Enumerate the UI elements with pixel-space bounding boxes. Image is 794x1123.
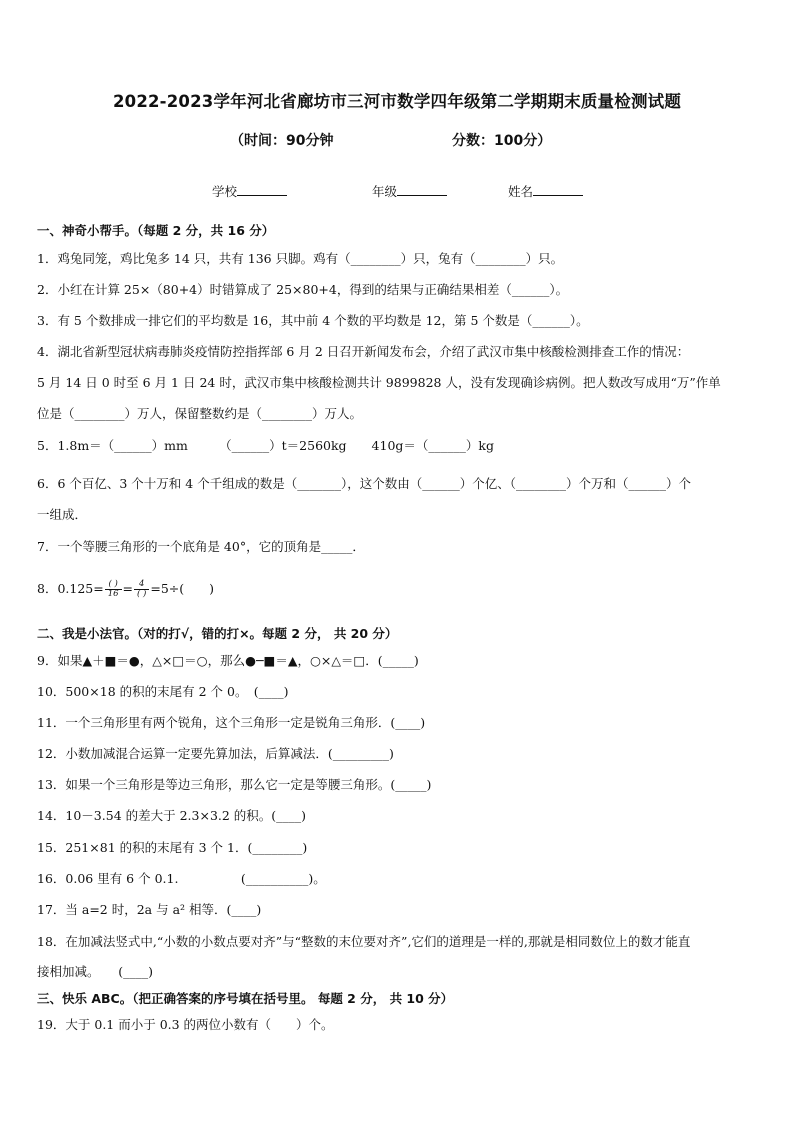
question-9: 9．如果▲＋■＝●，△×□＝○，那么●─■＝▲，○×△＝□．(_____) — [37, 653, 419, 668]
q8-fraction-2 — [134, 580, 149, 599]
q8-frac2-numerator: 4 — [134, 580, 149, 590]
q8-frac2-denominator: ( ) — [137, 589, 147, 599]
question-17: 17．当 a=2 时，2a 与 a² 相等．(____) — [37, 902, 262, 917]
name-blank[interactable] — [533, 183, 583, 196]
q8-suffix: =5÷( ) — [150, 581, 215, 596]
question-14: 14．10－3.54 的差大于 2.3×3.2 的积。(____) — [37, 808, 307, 823]
q8-fraction-1 — [105, 580, 122, 599]
page-title: 2022-2023学年河北省廊坊市三河市数学四年级第二学期期末质量检测试题 — [112, 92, 682, 111]
question-15: 15．251×81 的积的末尾有 3 个 1．(________) — [37, 840, 308, 855]
question-7: 7．一个等腰三角形的一个底角是 40°，它的顶角是_____． — [37, 539, 365, 554]
exam-score: 分数：100分） — [452, 133, 552, 149]
question-6-line-2: 一组成． — [37, 507, 88, 522]
question-11: 11．一个三角形里有两个锐角，这个三角形一定是锐角三角形．(____) — [37, 715, 426, 730]
question-3: 3．有 5 个数排成一排它们的平均数是 16，其中前 4 个数的平均数是 12，第 5 个数是（______）。 — [37, 313, 589, 328]
q8-prefix: 8．0.125= — [37, 581, 104, 596]
question-8 — [37, 578, 764, 600]
q8-frac1-denominator: 16 — [107, 589, 119, 599]
question-10: 10．500×18 的积的末尾有 2 个 0。 (____) — [37, 684, 289, 699]
grade-field[interactable] — [372, 182, 447, 200]
question-19: 19．大于 0.1 而小于 0.3 的两位小数有（ ）个。 — [37, 1017, 334, 1032]
name-field[interactable] — [508, 182, 583, 200]
question-13: 13．如果一个三角形是等边三角形，那么它一定是等腰三角形。(_____) — [37, 777, 432, 792]
name-label: 姓名 — [508, 184, 534, 199]
question-4-line-3: 位是（________）万人，保留整数约是（________）万人。 — [37, 406, 363, 421]
question-6-line-1: 6．6 个百亿、3 个十万和 4 个千组成的数是（_______），这个数由（______）个亿、（________）个万和（______）个 — [37, 476, 691, 491]
section-heading-3: 三、快乐 ABC。（把正确答案的序号填在括号里。 每题 2 分， 共 10 分） — [37, 991, 454, 1006]
q8-equals: = — [122, 581, 134, 596]
grade-blank[interactable] — [397, 183, 447, 196]
question-16: 16．0.06 里有 6 个 0.1. (__________)。 — [37, 871, 326, 886]
school-label: 学校 — [212, 184, 238, 199]
grade-label: 年级 — [372, 184, 398, 199]
question-18-line-2: 接相加减。 (____) — [37, 964, 154, 979]
section-heading-2: 二、我是小法官。（对的打√，错的打×。每题 2 分， 共 20 分） — [37, 626, 398, 641]
question-4-line-1: 4．湖北省新型冠状病毒肺炎疫情防控指挥部 6 月 2 日召开新闻发布会，介绍了武汉市集中核酸检测排查工作的情况： — [37, 344, 690, 359]
school-field[interactable] — [212, 182, 287, 200]
question-5: 5．1.8m＝（______）mm （______）t＝2560kg 410g＝（______）kg — [37, 438, 494, 453]
q8-frac1-numerator: ( ) — [105, 580, 122, 590]
question-4-line-2: 5 月 14 日 0 时至 6 月 1 日 24 时，武汉市集中核酸检测共计 9899828 人，没有发现确诊病例。把人数改写成用“万”作单 — [37, 375, 721, 390]
question-12: 12．小数加减混合运算一定要先算加法，后算减法．(_________) — [37, 746, 394, 761]
question-18-line-1: 18．在加减法竖式中,“小数的小数点要对齐”与“整数的末位要对齐”,它们的道理是一样的,那就是相同数位上的数才能直 — [37, 934, 691, 949]
question-2: 2．小红在计算 25×（80+4）时错算成了 25×80+4，得到的结果与正确结果相差（______）。 — [37, 282, 569, 297]
section-heading-1: 一、神奇小帮手。（每题 2 分，共 16 分） — [37, 223, 275, 238]
school-blank[interactable] — [237, 183, 287, 196]
exam-time: （时间：90分钟 — [230, 133, 334, 149]
question-1: 1．鸡兔同笼，鸡比兔多 14 只，共有 136 只脚。鸡有（________）只，兔有（________）只。 — [37, 251, 564, 266]
